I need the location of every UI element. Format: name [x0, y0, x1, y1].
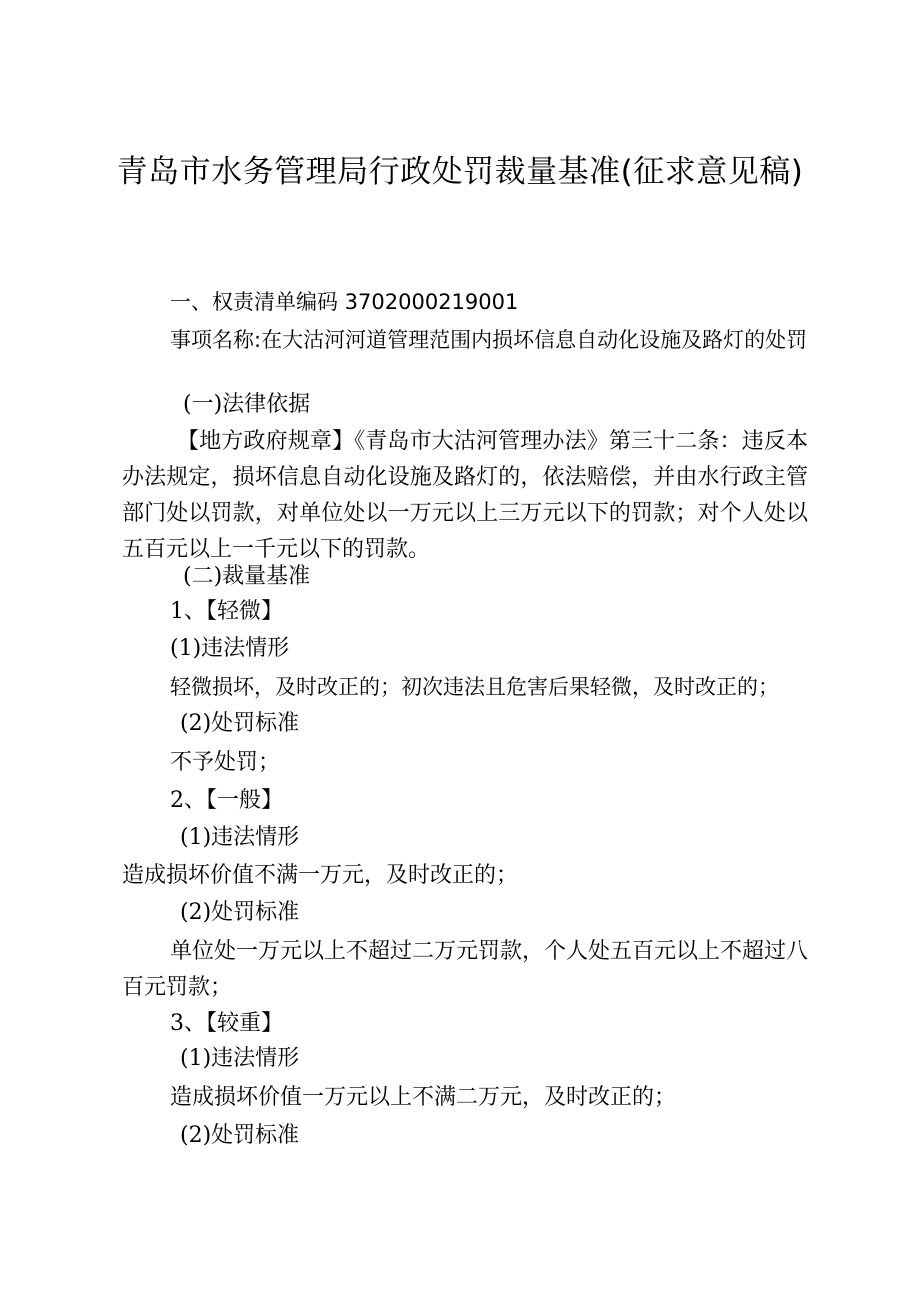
penalty-text: 不予处罚；: [170, 750, 281, 775]
situation-text: 轻微损坏，及时改正的；初次违法且危害后果轻微，及时改正的；: [170, 675, 779, 699]
penalty-text: 单位处一万元以上不超过二万元罚款，个人处五百元以上不超过八百元罚款；: [122, 939, 809, 1000]
penalty-label: (2)处罚标准: [180, 711, 300, 736]
item-code: 一、权责清单编码 3702000219001: [170, 290, 519, 314]
section-standard: (二)裁量基准: [183, 564, 311, 589]
situation-label: (1)违法情形: [170, 636, 290, 661]
legal-basis-text: 【地方政府规章】《青岛市大沽河管理办法》第三十二条：违反本办法规定，损坏信息自动化设施及路灯的，依法赔偿，并由水行政主管部门处以罚款，对单位处以一万元以上三万元以下的罚款；对个人处以五百元以上一千元以下的罚款。: [122, 429, 808, 562]
section-legal-basis: (一)法律依据: [183, 392, 311, 417]
penalty-label: (2)处罚标准: [180, 900, 300, 925]
level-heading: 3、【较重】: [170, 1011, 283, 1036]
situation-label: (1)违法情形: [180, 825, 300, 850]
situation-text: 造成损坏价值不满一万元，及时改正的；: [122, 863, 519, 888]
item-name: 事项名称:在大沽河河道管理范围内损坏信息自动化设施及路灯的处罚: [170, 328, 808, 352]
level-heading: 2、【一般】: [170, 788, 283, 813]
situation-label: (1)违法情形: [180, 1046, 300, 1071]
level-heading: 1、【轻微】: [170, 599, 283, 624]
situation-text: 造成损坏价值一万元以上不满二万元，及时改正的；: [170, 1085, 677, 1110]
penalty-label: (2)处罚标准: [180, 1123, 300, 1148]
document-title: 青岛市水务管理局行政处罚裁量基准(征求意见稿): [116, 154, 804, 190]
